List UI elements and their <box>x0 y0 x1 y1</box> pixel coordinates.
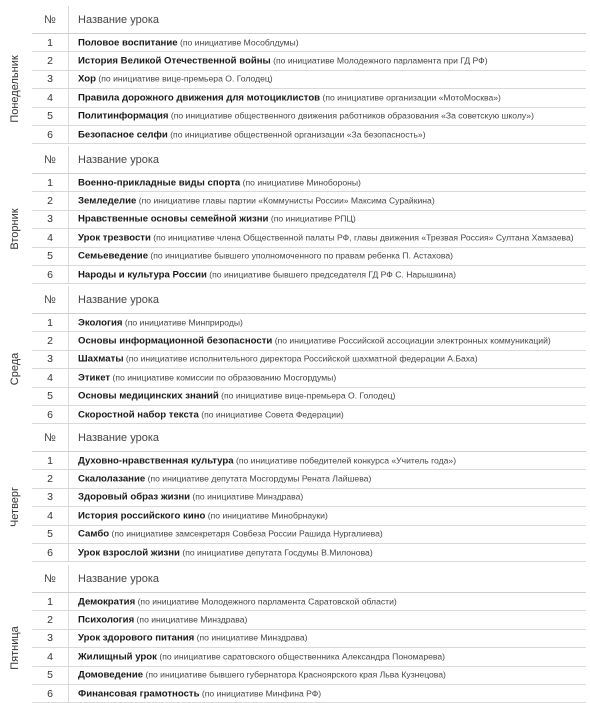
day-name: Четверг <box>9 487 21 528</box>
column-divider <box>68 192 69 209</box>
lesson-number: 6 <box>47 128 53 141</box>
lesson-title: Психология <box>78 614 135 626</box>
lesson-initiative: (по инициативе победителей конкурса «Учитель года») <box>233 455 457 466</box>
table-row <box>32 611 586 629</box>
lesson-number: 6 <box>47 408 53 421</box>
column-divider <box>68 314 69 331</box>
lesson-number: 5 <box>47 250 53 263</box>
table-row <box>32 52 586 70</box>
table-row <box>32 174 586 192</box>
lesson-cell <box>78 354 586 365</box>
day-label <box>0 174 30 284</box>
lesson-cell <box>78 269 586 280</box>
column-divider <box>68 34 69 51</box>
column-divider <box>68 248 69 265</box>
lesson-cell <box>78 474 586 485</box>
table-row <box>32 34 586 52</box>
lesson-number: 2 <box>47 335 53 348</box>
lesson-table <box>32 286 586 424</box>
column-divider <box>68 565 69 592</box>
lesson-cell <box>78 596 586 607</box>
lesson-title: Основы информационной безопасности <box>78 335 273 347</box>
lesson-number: 3 <box>47 73 53 86</box>
table-row <box>32 71 586 89</box>
day-block-1 <box>0 6 590 144</box>
lesson-initiative: (по инициативе Минздрава) <box>190 491 304 502</box>
lesson-initiative: (по инициативе Российской ассоциации электронных коммуникаций) <box>272 335 551 346</box>
lesson-number: 2 <box>47 195 53 208</box>
lesson-title: Экология <box>78 317 123 329</box>
table-row <box>32 369 586 387</box>
lesson-number: 4 <box>47 371 53 384</box>
column-divider <box>68 648 69 665</box>
lesson-title: Урок здорового питания <box>78 632 195 644</box>
lesson-title: История российского кино <box>78 510 206 522</box>
lesson-initiative: (по инициативе организации «МотоМосква») <box>320 92 501 103</box>
table-row <box>32 593 586 611</box>
day-label <box>0 593 30 703</box>
day-label <box>0 452 30 562</box>
table-header-row <box>32 6 586 34</box>
day-block-5 <box>0 565 590 703</box>
lesson-title: Этикет <box>78 372 111 384</box>
lesson-title: Урок взрослой жизни <box>78 547 180 559</box>
lesson-cell <box>78 129 586 140</box>
lesson-table <box>32 565 586 703</box>
table-row <box>32 332 586 350</box>
lesson-cell <box>78 615 586 626</box>
column-divider <box>68 174 69 191</box>
lesson-initiative: (по инициативе Минфина РФ) <box>199 688 322 699</box>
day-name: Понедельник <box>9 55 21 123</box>
day-block-3 <box>0 286 590 424</box>
lesson-title: Политинформация <box>78 110 169 122</box>
header-lesson-title: Название урока <box>78 13 159 26</box>
lesson-cell <box>78 670 586 681</box>
column-divider <box>68 388 69 405</box>
lesson-number: 3 <box>47 353 53 366</box>
lesson-number: 3 <box>47 491 53 504</box>
table-row <box>32 470 586 488</box>
lesson-cell <box>78 651 586 662</box>
lesson-table <box>32 146 586 284</box>
lesson-title: Хор <box>78 73 96 85</box>
lesson-cell <box>78 688 586 699</box>
lesson-cell <box>78 372 586 383</box>
table-header-row <box>32 424 586 452</box>
table-row <box>32 526 586 544</box>
column-divider <box>68 332 69 349</box>
lesson-title: Половое воспитание <box>78 37 178 49</box>
lesson-initiative: (по инициативе главы партии «Коммунисты России» Максима Сурайкина) <box>136 195 435 206</box>
table-row <box>32 192 586 210</box>
lesson-cell <box>78 336 586 347</box>
lesson-number: 1 <box>47 36 53 49</box>
lesson-number: 5 <box>47 390 53 403</box>
lesson-number: 1 <box>47 595 53 608</box>
table-row <box>32 452 586 470</box>
lesson-title: Шахматы <box>78 353 124 365</box>
lesson-cell <box>78 251 586 262</box>
lesson-cell <box>78 633 586 644</box>
lesson-initiative: (по инициативе РПЦ) <box>268 213 356 224</box>
table-row <box>32 630 586 648</box>
lesson-cell <box>78 547 586 558</box>
lesson-cell <box>78 391 586 402</box>
header-lesson-title: Название урока <box>78 572 159 585</box>
lesson-number: 4 <box>47 231 53 244</box>
header-number: № <box>44 293 56 306</box>
lesson-number: 3 <box>47 632 53 645</box>
lesson-cell <box>78 232 586 243</box>
lesson-initiative: (по инициативе члена Общественной палаты РФ, главы движения «Трезвая Россия» Султана Хамзаева) <box>150 232 574 243</box>
lesson-initiative: (по инициативе комиссии по образованию Мосгордумы) <box>110 372 337 383</box>
lesson-cell <box>78 74 586 85</box>
lesson-cell <box>78 492 586 503</box>
column-divider <box>68 108 69 125</box>
day-label <box>0 314 30 424</box>
lesson-initiative: (по инициативе Молодежного парламента Саратовской области) <box>135 596 397 607</box>
lesson-title: Нравственные основы семейной жизни <box>78 213 269 225</box>
lesson-initiative: (по инициативе Мособлдумы) <box>177 37 299 48</box>
column-divider <box>68 229 69 246</box>
header-lesson-title: Название урока <box>78 431 159 444</box>
lesson-table <box>32 6 586 144</box>
lesson-title: Земледелие <box>78 195 137 207</box>
header-number: № <box>44 431 56 444</box>
column-divider <box>68 667 69 684</box>
lesson-title: Скалолазание <box>78 473 146 485</box>
lesson-cell <box>78 177 586 188</box>
table-row <box>32 314 586 332</box>
table-row <box>32 406 586 424</box>
column-divider <box>68 489 69 506</box>
lesson-number: 5 <box>47 528 53 541</box>
column-divider <box>68 52 69 69</box>
lesson-number: 2 <box>47 473 53 486</box>
table-row <box>32 89 586 107</box>
lesson-number: 2 <box>47 55 53 68</box>
table-row <box>32 507 586 525</box>
lesson-cell <box>78 56 586 67</box>
column-divider <box>68 286 69 313</box>
column-divider <box>68 507 69 524</box>
lesson-title: Скоростной набор текста <box>78 409 199 421</box>
lesson-number: 5 <box>47 669 53 682</box>
column-divider <box>68 146 69 173</box>
day-name: Пятница <box>9 626 21 670</box>
table-header-row <box>32 146 586 174</box>
lesson-initiative: (по инициативе Совета Федерации) <box>198 409 344 420</box>
column-divider <box>68 593 69 610</box>
day-block-4 <box>0 424 590 562</box>
lesson-title: Демократия <box>78 596 136 608</box>
lesson-number: 5 <box>47 110 53 123</box>
lesson-cell <box>78 196 586 207</box>
table-row <box>32 544 586 562</box>
lesson-title: Домоведение <box>78 669 144 681</box>
lesson-initiative: (по инициативе общественного движения работников образования «За советскую школу») <box>168 110 534 121</box>
header-lesson-title: Название урока <box>78 153 159 166</box>
header-number: № <box>44 153 56 166</box>
column-divider <box>68 406 69 423</box>
lesson-title: Самбо <box>78 528 110 540</box>
column-divider <box>68 369 69 386</box>
table-row <box>32 266 586 284</box>
table-row <box>32 248 586 266</box>
lesson-number: 6 <box>47 268 53 281</box>
column-divider <box>68 89 69 106</box>
lesson-initiative: (по инициативе Минздрава) <box>134 614 248 625</box>
day-name: Среда <box>9 352 21 386</box>
column-divider <box>68 452 69 469</box>
lesson-initiative: (по инициативе саратовского общественника Александра Пономарева) <box>156 651 445 662</box>
lesson-title: Правила дорожного движения для мотоциклистов <box>78 92 321 104</box>
lesson-table <box>32 424 586 562</box>
column-divider <box>68 526 69 543</box>
column-divider <box>68 685 69 702</box>
lesson-number: 2 <box>47 614 53 627</box>
lesson-title: Военно-прикладные виды спорта <box>78 177 241 189</box>
table-row <box>32 489 586 507</box>
lesson-number: 3 <box>47 213 53 226</box>
lesson-title: Безопасное селфи <box>78 129 168 141</box>
lesson-cell <box>78 92 586 103</box>
lesson-cell <box>78 455 586 466</box>
lesson-number: 6 <box>47 546 53 559</box>
lesson-initiative: (по инициативе вице-премьера О. Голодец) <box>96 73 273 84</box>
header-number: № <box>44 572 56 585</box>
lesson-number: 4 <box>47 91 53 104</box>
table-header-row <box>32 286 586 314</box>
table-row <box>32 351 586 369</box>
lesson-initiative: (по инициативе Минздрава) <box>194 632 308 643</box>
lesson-initiative: (по инициативе бывшего губернатора Красноярского края Льва Кузнецова) <box>143 669 446 680</box>
lesson-initiative: (по инициативе вице-премьера О. Голодец) <box>218 390 396 401</box>
lesson-cell <box>78 409 586 420</box>
table-row <box>32 126 586 144</box>
column-divider <box>68 6 69 33</box>
lesson-initiative: (по инициативе Минобороны) <box>240 177 361 188</box>
column-divider <box>68 126 69 143</box>
day-label <box>0 34 30 144</box>
lesson-number: 4 <box>47 509 53 522</box>
column-divider <box>68 470 69 487</box>
column-divider <box>68 351 69 368</box>
table-row <box>32 108 586 126</box>
lesson-cell <box>78 510 586 521</box>
lesson-initiative: (по инициативе Минприроды) <box>122 317 243 328</box>
day-name: Вторник <box>9 208 21 250</box>
table-header-row <box>32 565 586 593</box>
day-block-2 <box>0 146 590 284</box>
table-row <box>32 211 586 229</box>
lesson-number: 1 <box>47 176 53 189</box>
column-divider <box>68 611 69 628</box>
lesson-number: 1 <box>47 454 53 467</box>
lesson-title: Народы и культура России <box>78 269 207 281</box>
lesson-title: Здоровый образ жизни <box>78 491 191 503</box>
lesson-title: История Великой Отечественной войны <box>78 55 271 67</box>
column-divider <box>68 630 69 647</box>
lesson-number: 6 <box>47 687 53 700</box>
table-row <box>32 685 586 703</box>
lesson-initiative: (по инициативе замсекретаря Совбеза России Рашида Нургалиева) <box>109 528 383 539</box>
lesson-title: Урок трезвости <box>78 232 151 244</box>
column-divider <box>68 266 69 283</box>
lesson-initiative: (по инициативе депутата Мосгордумы Рената Лайшева) <box>145 473 372 484</box>
lesson-cell <box>78 317 586 328</box>
lesson-title: Основы медицинских знаний <box>78 390 219 402</box>
lesson-title: Семьеведение <box>78 250 149 262</box>
lesson-cell <box>78 37 586 48</box>
column-divider <box>68 211 69 228</box>
table-row <box>32 667 586 685</box>
lesson-cell <box>78 529 586 540</box>
lesson-initiative: (по инициативе Минобрнауки) <box>205 510 328 521</box>
lesson-number: 1 <box>47 316 53 329</box>
table-row <box>32 229 586 247</box>
lesson-number: 4 <box>47 650 53 663</box>
lesson-initiative: (по инициативе депутата Госдумы В.Милонова) <box>179 547 373 558</box>
column-divider <box>68 71 69 88</box>
lesson-initiative: (по инициативе общественной организации «За безопасность») <box>167 129 426 140</box>
lesson-cell <box>78 111 586 122</box>
column-divider <box>68 544 69 561</box>
header-lesson-title: Название урока <box>78 293 159 306</box>
header-number: № <box>44 13 56 26</box>
lesson-initiative: (по инициативе Молодежного парламента при ГД РФ) <box>270 55 488 66</box>
lesson-title: Финансовая грамотность <box>78 688 200 700</box>
lesson-title: Духовно-нравственная культура <box>78 455 234 467</box>
table-row <box>32 388 586 406</box>
table-row <box>32 648 586 666</box>
lesson-cell <box>78 214 586 225</box>
lesson-initiative: (по инициативе бывшего председателя ГД РФ С. Нарышкина) <box>206 269 456 280</box>
column-divider <box>68 424 69 451</box>
lesson-initiative: (по инициативе бывшего уполномоченного по правам ребенка П. Астахова) <box>148 250 453 261</box>
lesson-initiative: (по инициативе исполнительного директора Российской шахматной федерации А.Баха) <box>123 353 478 364</box>
lesson-title: Жилищный урок <box>78 651 157 663</box>
